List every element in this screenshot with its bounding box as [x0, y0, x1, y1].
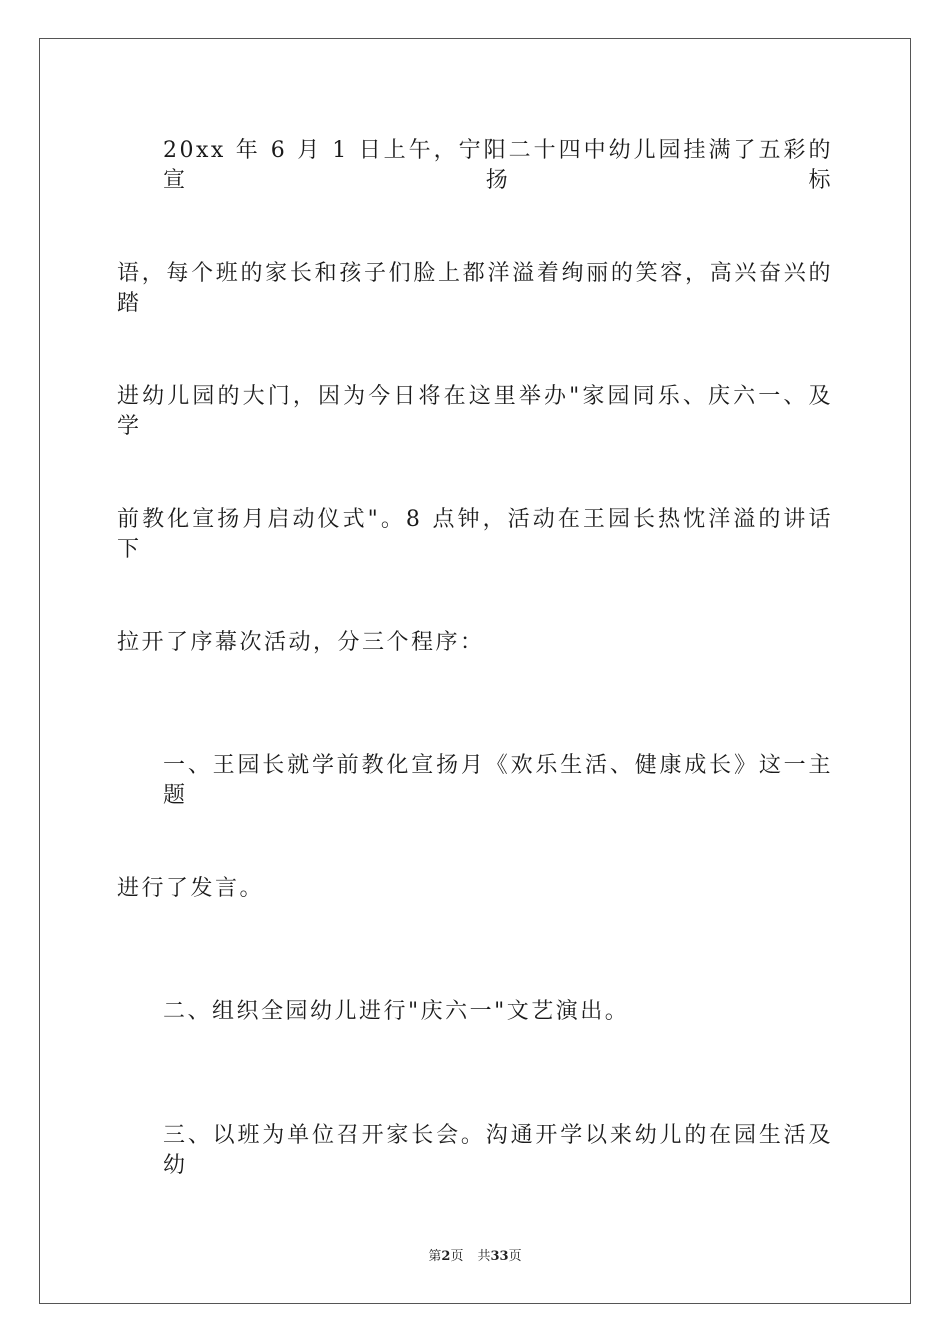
paragraph-line-3: 进幼儿园的大门，因为今日将在这里举办"家园同乐、庆六一、及学: [117, 384, 833, 439]
total-unit: 页: [508, 1249, 522, 1264]
paragraph-line-2: 语，每个班的家长和孩子们脸上都洋溢着绚丽的笑容，高兴奋兴的踏: [117, 261, 833, 316]
paragraph-line-9: 三、以班为单位召开家长会。沟通开学以来幼儿的在园生活及幼: [163, 1123, 833, 1178]
page-footer: [0, 1248, 950, 1266]
page-current: 2: [441, 1249, 451, 1264]
page-total: 33: [490, 1249, 509, 1264]
paragraph-line-7: 进行了发言。: [117, 876, 265, 901]
paragraph-line-1: 20xx 年 6 月 1 日上午，宁阳二十四中幼儿园挂满了五彩的宣扬标: [163, 138, 833, 193]
paragraph-line-5: 拉开了序幕次活动，分三个程序：: [117, 630, 485, 655]
total-prefix: 共: [477, 1249, 491, 1264]
paragraph-line-8: 二、组织全园幼儿进行"庆六一"文艺演出。: [163, 999, 630, 1024]
paragraph-line-4: 前教化宣扬月启动仪式"。8 点钟，活动在王园长热忱洋溢的讲话下: [117, 507, 833, 562]
page-unit: 页: [450, 1249, 464, 1264]
paragraph-line-6: 一、王园长就学前教化宣扬月《欢乐生活、健康成长》这一主题: [163, 753, 833, 808]
page-prefix: 第: [428, 1249, 442, 1264]
page-frame: [39, 38, 911, 1304]
